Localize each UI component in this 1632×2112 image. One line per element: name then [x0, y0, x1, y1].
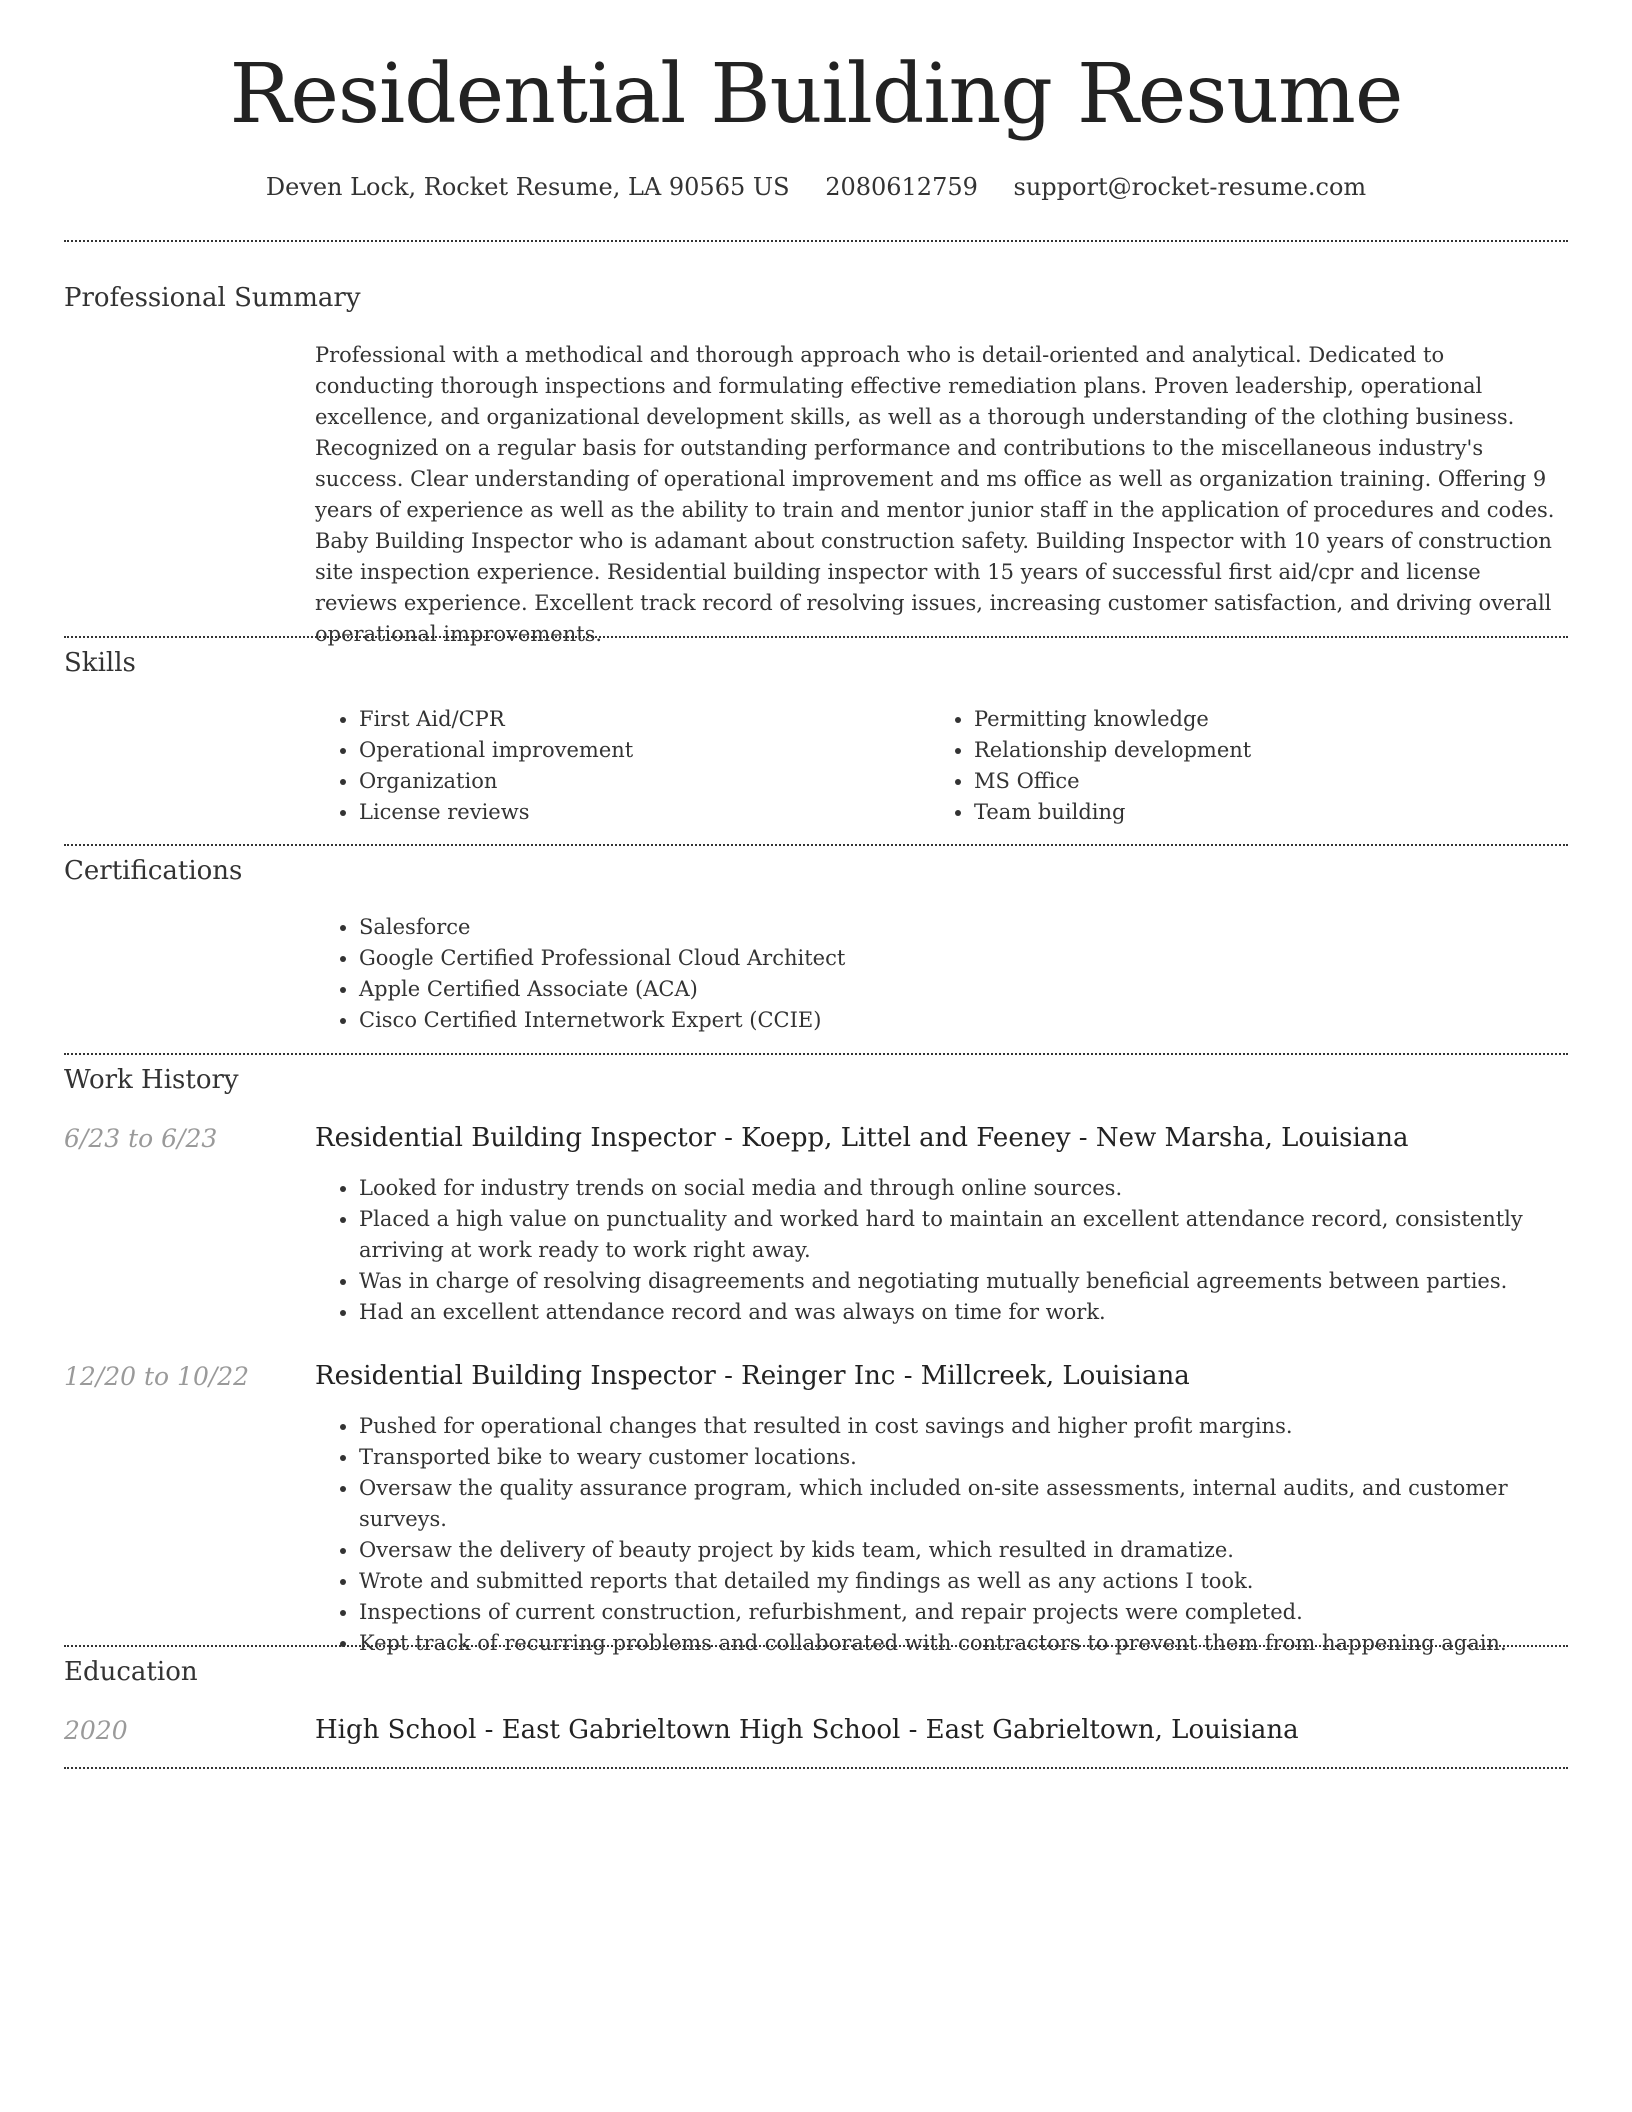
resume-title: Residential Building Resume [229, 47, 1403, 142]
list-item: • MS Office [974, 766, 1530, 797]
list-item: • Relationship development [974, 735, 1530, 766]
list-item: • Team building [974, 797, 1530, 828]
list-item: • Organization [359, 766, 915, 797]
skills-list-right [930, 704, 1530, 828]
section-divider [64, 636, 1568, 638]
list-item: • Apple Certified Associate (ACA) [359, 974, 1515, 1005]
education-heading: Education [64, 1657, 198, 1687]
education-date: 2020 [64, 1716, 128, 1745]
job-date: 12/20 to 10/22 [64, 1362, 250, 1391]
job-bullets [315, 1173, 1568, 1328]
job-title: Residential Building Inspector - Reinger Inc - Millcreek, Louisiana [315, 1361, 1190, 1391]
education-entry: High School - East Gabrieltown High School - East Gabrieltown, Louisiana [315, 1715, 1299, 1745]
section-divider [64, 844, 1568, 846]
job-title: Residential Building Inspector - Koepp, Littel and Feeney - New Marsha, Louisiana [315, 1123, 1409, 1153]
skills-heading: Skills [64, 648, 136, 678]
list-item: • Operational improvement [359, 735, 915, 766]
list-item: • First Aid/CPR [359, 704, 915, 735]
section-divider [64, 1767, 1568, 1769]
contact-phone: 2080612759 [825, 173, 978, 201]
list-item: • Pushed for operational changes that resulted in cost savings and higher profit margins. [359, 1411, 1568, 1442]
list-item: • Oversaw the delivery of beauty project by kids team, which resulted in dramatize. [359, 1535, 1568, 1566]
list-item: • Had an excellent attendance record and was always on time for work. [359, 1297, 1568, 1328]
list-item: • Inspections of current construction, refurbishment, and repair projects were completed. [359, 1597, 1568, 1628]
section-divider [64, 1053, 1568, 1055]
list-item: • Permitting knowledge [974, 704, 1530, 735]
summary-heading: Professional Summary [64, 283, 361, 313]
list-item: • Kept track of recurring problems and collaborated with contractors to prevent them from happening again. [359, 1628, 1568, 1659]
contact-email: support@rocket-resume.com [1013, 173, 1367, 201]
certifications-list [315, 912, 1515, 1036]
contact-address: Deven Lock, Rocket Resume, LA 90565 US [265, 173, 790, 201]
list-item: • Wrote and submitted reports that detailed my findings as well as any actions I took. [359, 1566, 1568, 1597]
skills-list-left [315, 704, 915, 828]
list-item: • Transported bike to weary customer locations. [359, 1442, 1568, 1473]
list-item: • Salesforce [359, 912, 1515, 943]
list-item: • Looked for industry trends on social media and through online sources. [359, 1173, 1568, 1204]
list-item: • Oversaw the quality assurance program, which included on-site assessments, internal audits, and customer surveys. [359, 1473, 1568, 1535]
list-item: • Cisco Certified Internetwork Expert (CCIE) [359, 1005, 1515, 1036]
job-date: 6/23 to 6/23 [64, 1124, 218, 1153]
list-item: • License reviews [359, 797, 915, 828]
section-divider [64, 1645, 1568, 1647]
job-bullets [315, 1411, 1568, 1659]
list-item: • Was in charge of resolving disagreements and negotiating mutually beneficial agreements between parties. [359, 1266, 1568, 1297]
list-item: • Google Certified Professional Cloud Architect [359, 943, 1515, 974]
summary-text: Professional with a methodical and thorough approach who is detail-oriented and analytical. Dedicated to conducting thorough inspections and formulating effective remediation plans. Proven leadership, operational excellence, and organizational development skills, as well as a thorough understanding of the clothing business. Recognized on a regular basis for outstanding performance and contributions to the miscellaneous industry's success. Clear understanding of operational improvement and ms office as well as organization training. Offering 9 years of experience as well as the ability to train and mentor junior staff in the application of procedures and codes. Baby Building Inspector who is adamant about construction safety. Building Inspector with 10 years of construction site inspection experience. Residential building inspector with 15 years of successful first aid/cpr and license reviews experience. Excellent track record of resolving issues, increasing customer satisfaction, and driving overall operational improvements. [315, 343, 1555, 646]
section-divider [64, 240, 1568, 242]
list-item: • Placed a high value on punctuality and worked hard to maintain an excellent attendance record, consistently arriving at work ready to work right away. [359, 1204, 1568, 1266]
certifications-heading: Certifications [64, 856, 243, 886]
work-heading: Work History [64, 1065, 239, 1095]
contact-line [64, 173, 1568, 201]
